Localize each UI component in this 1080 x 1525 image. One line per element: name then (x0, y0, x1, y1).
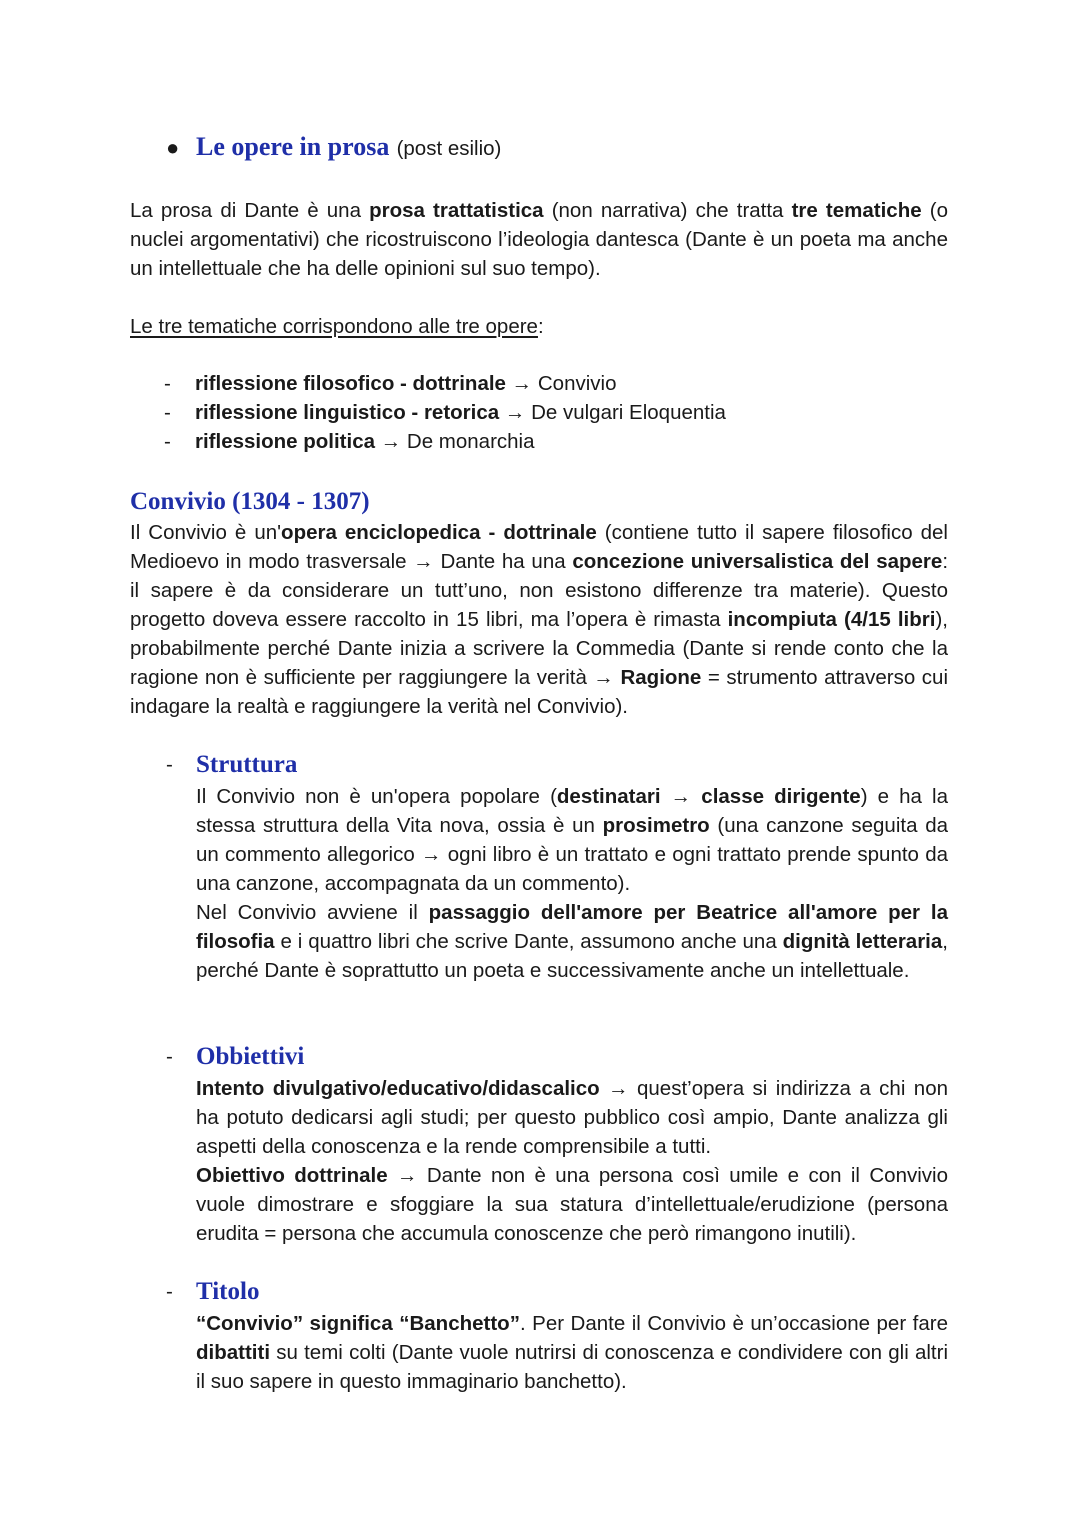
struttura-text: e i quattro libri che scrive Dante, assumono anche una (274, 930, 783, 953)
themes-list (130, 369, 948, 456)
struttura-paragraph-2 (196, 898, 948, 985)
theme-work: → De monarchia (375, 430, 535, 453)
convivio-text (837, 608, 844, 631)
convivio-bold: (4/15 libri (844, 608, 936, 631)
intro-bold-prosa: prosa trattatistica (369, 199, 544, 222)
titolo-text: su temi colti (Dante vuole nutrirsi di conoscenza e condividere con gli altri il suo sapere in questo immaginario banchetto). (196, 1341, 948, 1393)
convivio-title: Convivio (1304 - 1307) (130, 488, 370, 515)
struttura-text: ) e ha la stessa struttura della Vita nova, ossia è un (196, 785, 949, 837)
struttura-text: , perché Dante è soprattutto un poeta e successivamente anche un intellettuale. (196, 930, 948, 982)
convivio-bold: opera enciclopedica - dottrinale (281, 521, 597, 544)
intro-text: La prosa di Dante è una (130, 199, 370, 222)
convivio-text: (contiene tutto il sapere filosofico del Medioevo in modo trasversale → Dante ha una (130, 521, 948, 573)
titolo-title: Titolo (196, 1278, 260, 1305)
theme-work: → Convivio (505, 372, 617, 395)
intro-text: (o nuclei argomentativi) che ricostruiscono l’ideologia dantesca (Dante è un poeta ma anche un intellettuale che ha delle opinioni sul suo tempo). (130, 199, 948, 280)
intro-text: (non narrativa) che tratta (543, 199, 792, 222)
obbiettivi-section (166, 1040, 948, 1248)
convivio-bold: incompiuta (727, 608, 837, 631)
list-item (130, 427, 948, 456)
convivio-text: : il sapere è da considerare un tutt’uno, non esistono differenze tra materie). Questo progetto doveva essere raccolto in 15 libri, ma l’opera è rimasta (130, 550, 949, 631)
struttura-bold: destinatari (556, 785, 661, 808)
obbiettivi-bold: Intento divulgativo/educativo/didascalico (196, 1077, 600, 1100)
theme-bold: riflessione filosofico - dottrinale (195, 372, 506, 395)
list-item (130, 369, 948, 398)
theme-work: → De vulgari Eloquentia (499, 401, 726, 424)
titolo-paragraph (196, 1309, 948, 1396)
dash-marker: - (166, 1280, 173, 1303)
titolo-text: . Per Dante il Convivio è un’occasione per fare (519, 1312, 948, 1335)
convivio-text: ), probabilmente perché Dante inizia a scrivere la Commedia (Dante si rende conto che la ragione non è sufficiente per raggiungere la verità → (130, 608, 948, 689)
struttura-text: (una canzone seguita da un commento allegorico → ogni libro è un trattato e ogni trattato prende spunto da una canzone, accompagnata da un commento). (196, 814, 948, 895)
convivio-bold: Ragione (620, 666, 702, 689)
heading-note: (post esilio) (396, 137, 502, 160)
theme-bold: riflessione politica (195, 430, 375, 453)
struttura-text: Il Convivio non è un'opera popolare ( (196, 785, 557, 808)
list-item (130, 398, 948, 427)
struttura-title: Struttura (196, 751, 298, 778)
obbiettivi-paragraph-1 (196, 1074, 948, 1161)
themes-lead-colon: : (537, 315, 544, 338)
dash-marker: - (166, 1045, 173, 1068)
convivio-paragraph (130, 518, 948, 721)
themes-lead-text: Le tre tematiche corrispondono alle tre opere (130, 315, 538, 338)
heading-title: Le opere in prosa (196, 132, 390, 161)
titolo-bold: “Convivio” significa “Banchetto” (196, 1312, 520, 1335)
struttura-bold: dignità letteraria (782, 930, 943, 953)
intro-bold-tematiche: tre tematiche (791, 199, 922, 222)
struttura-text: → (660, 785, 702, 808)
obbiettivi-title: Obbiettivi (196, 1043, 305, 1070)
struttura-paragraph-1 (196, 782, 948, 898)
convivio-bold: concezione universalistica del sapere (572, 550, 943, 573)
titolo-bold: dibattiti (196, 1341, 271, 1364)
dash-marker: - (166, 753, 173, 776)
struttura-bold: passaggio dell'amore per Beatrice all'amore per la filosofia (196, 901, 948, 953)
struttura-bold: classe dirigente (701, 785, 861, 808)
obbiettivi-text: → quest’opera si indirizza a chi non ha potuto dedicarsi agli studi; per questo pubblico così ampio, Dante analizza gli aspetti della conoscenza e la rende comprensibile a tutti. (196, 1077, 949, 1158)
theme-bold: riflessione linguistico - retorica (195, 401, 500, 424)
convivio-text: = strumento attraverso cui indagare la realtà e raggiungere la verità nel Convivio). (130, 666, 949, 718)
bullet-icon: ● (166, 135, 180, 160)
struttura-bold: prosimetro (602, 814, 710, 837)
obbiettivi-text: → Dante non è una persona così umile e con il Convivio vuole dimostrare e sfoggiare la sua statura d’intellettuale/erudizione (persona erudita = persona che accumula conoscenze che però rimangono inutili). (196, 1164, 948, 1245)
intro-paragraph (130, 196, 948, 283)
convivio-text: Il Convivio è un' (130, 521, 282, 544)
themes-lead (130, 312, 948, 341)
struttura-section (166, 748, 948, 985)
obbiettivi-paragraph-2 (196, 1161, 948, 1248)
obbiettivi-bold: Obiettivo dottrinale (196, 1164, 388, 1187)
titolo-section (166, 1275, 948, 1396)
section-heading (166, 128, 501, 167)
struttura-text: Nel Convivio avviene il (196, 901, 429, 924)
